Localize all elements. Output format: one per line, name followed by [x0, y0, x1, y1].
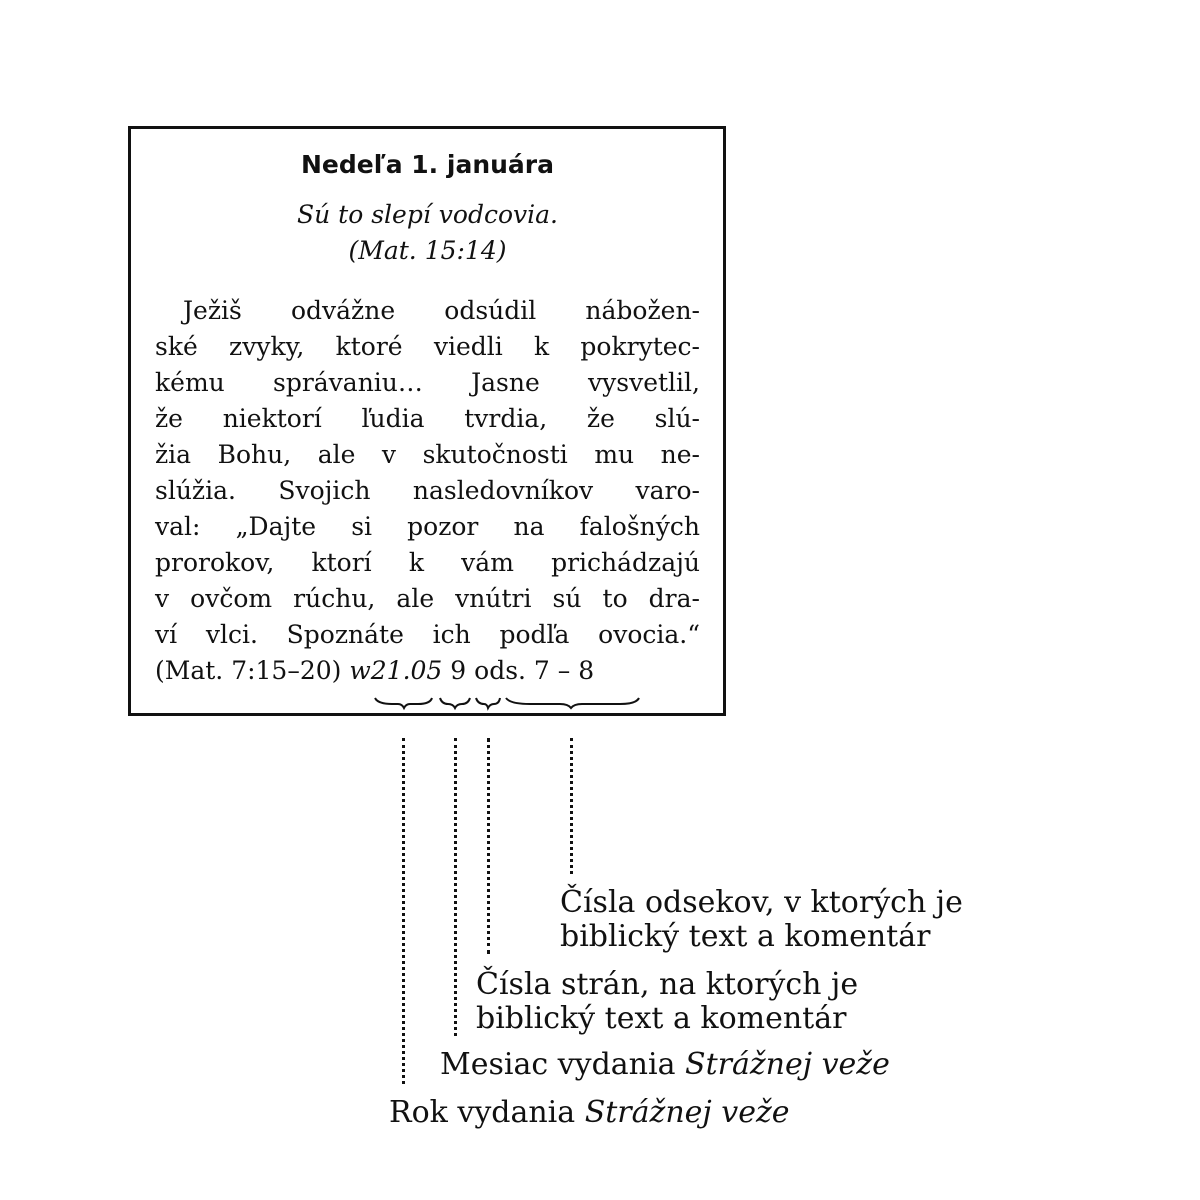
- reference-paragraphs: ods. 7 – 8: [474, 656, 595, 685]
- brace-year: [375, 698, 432, 708]
- label-pages-line1: Čísla strán, na ktorých je: [476, 967, 859, 1002]
- card-verse: Sú to slepí vodcovia.: [297, 200, 558, 229]
- label-year: [389, 1096, 790, 1130]
- reference-month: .05: [402, 656, 443, 685]
- dotted-line-year: [402, 738, 405, 1084]
- brace-page: [476, 698, 500, 708]
- scripture-reference: (Mat. 7:15–20): [155, 656, 342, 685]
- label-paragraphs-line1: Čísla odsekov, v ktorých je: [560, 885, 963, 920]
- card-body-line: v ovčom rúchu, ale vnútri sú to dra-: [155, 584, 700, 613]
- card-body-line: ské zvyky, ktoré viedli k pokrytec-: [155, 332, 700, 361]
- card-body-line: že niektorí ľudia tvrdia, že slú-: [155, 404, 700, 433]
- label-month: [440, 1048, 890, 1082]
- reference-page: 9: [450, 656, 467, 685]
- card-body-line: prorokov, ktorí k vám prichádzajú: [155, 548, 700, 577]
- card-body-line: val: „Dajte si pozor na falošných: [155, 512, 700, 541]
- label-year-title: Strážnej veže: [584, 1095, 790, 1130]
- label-paragraphs-line2: biblický text a komentár: [560, 919, 931, 954]
- card-date: Nedeľa 1. januára: [301, 150, 554, 179]
- brace-month: [440, 698, 470, 708]
- label-pages: [476, 968, 858, 1036]
- label-month-title: Strážnej veže: [685, 1047, 890, 1082]
- card-body-line: ví vlci. Spoznáte ich podľa ovocia.“: [155, 620, 700, 649]
- card-body-line: žia Bohu, ale v skutočnosti mu ne-: [155, 440, 700, 469]
- reference-year: w21: [349, 656, 403, 685]
- dotted-line-month: [454, 738, 457, 1036]
- card-body-line: kému správaniu… Jasne vysvetlil,: [155, 368, 700, 397]
- label-month-text: Mesiac vydania: [440, 1047, 686, 1082]
- label-year-text: Rok vydania: [389, 1095, 585, 1130]
- dotted-line-page: [487, 738, 490, 954]
- label-pages-line2: biblický text a komentár: [476, 1001, 847, 1036]
- brace-paragraphs: [506, 698, 639, 708]
- card-body-line: Ježiš odvážne odsúdil nábožen-: [183, 296, 700, 325]
- card-verse-reference: (Mat. 15:14): [348, 236, 507, 265]
- card-body-line: slúžia. Svojich nasledovníkov varo-: [155, 476, 700, 505]
- label-paragraphs: [560, 886, 963, 954]
- dotted-line-paragraphs: [570, 738, 573, 874]
